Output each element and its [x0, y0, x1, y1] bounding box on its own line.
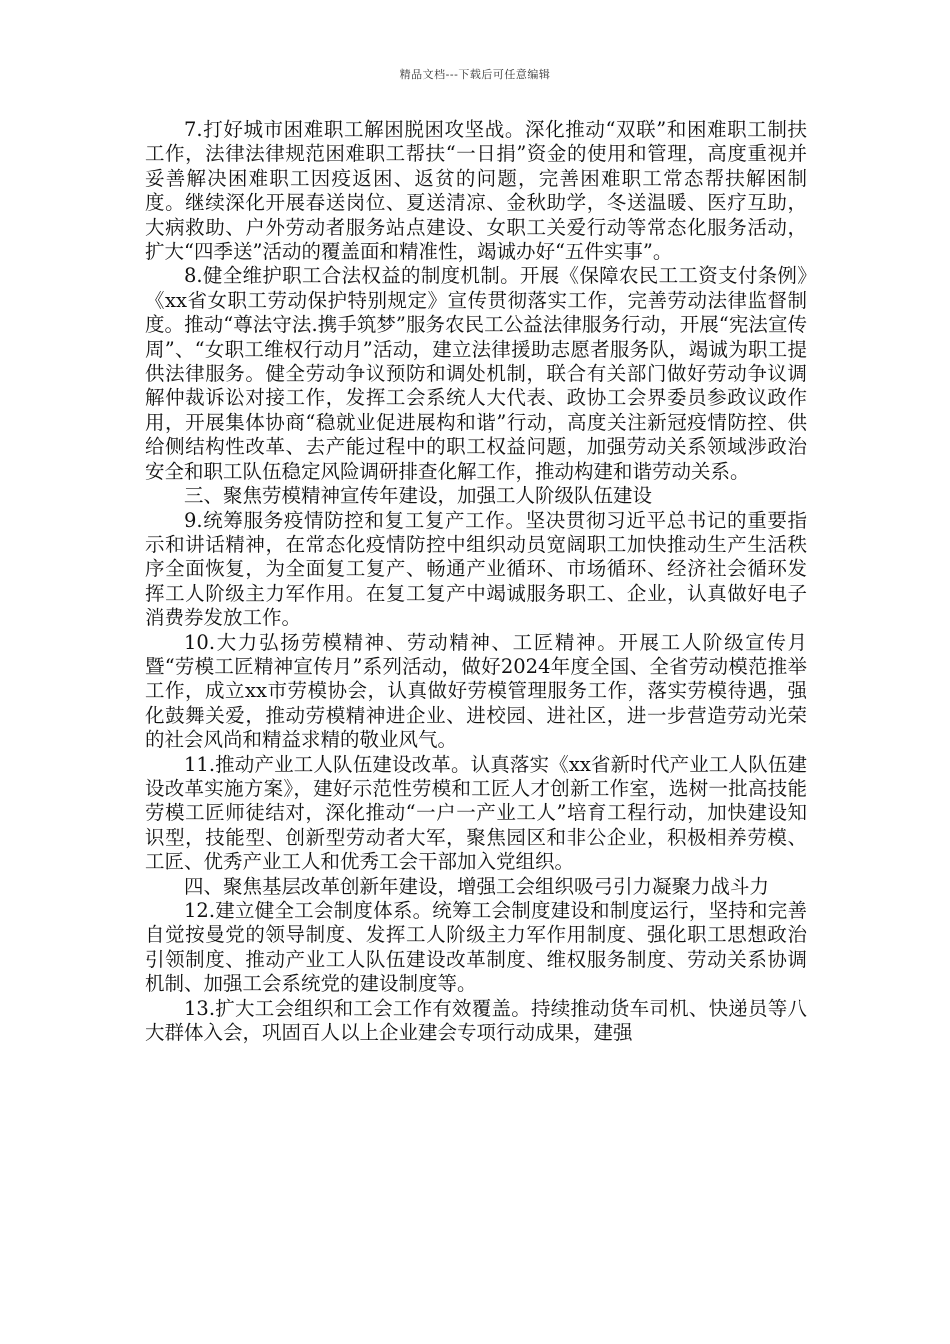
document-body	[145, 118, 807, 1045]
page-header: 精品文档---下载后可任意编辑	[399, 68, 551, 81]
paragraph-item-7: 7.打好城市困难职工解困脱困攻坚战。深化推动“双联”和困难职工制扶工作，法律法律规范困难职工帮扶“一日捐”资金的使用和管理，高度重视并妥善解决困难职工因疫返困、返贫的问题，完善困难职工常态帮扶解困制度。继续深化开展春送岗位、夏送清凉、金秋助学，冬送温暖、医疗互助，大病救助、户外劳动者服务站点建设、女职工关爱行动等常态化服务活动，扩大“四季送”活动的覆盖面和精准性，竭诚办好“五件实事”。	[145, 118, 807, 264]
paragraph-item-11: 11.推动产业工人队伍建设改革。认真落实《xx省新时代产业工人队伍建设改革实施方案》，建好示范性劳模和工匠人才创新工作室，选树一批高技能劳模工匠师徒结对，深化推动“一户一产业工人”培育工程行动，加快建设知识型，技能型、创新型劳动者大军，聚焦园区和非公企业，积极相养劳模、工匠、优秀产业工人和优秀工会干部加入党组织。	[145, 752, 807, 874]
paragraph-item-12: 12.建立健全工会制度体系。统筹工会制度建设和制度运行，坚持和完善自觉按曼党的领导制度、发挥工人阶级主力军作用制度、强化职工思想政治引领制度、推动产业工人队伍建设改革制度、维权服务制度、劳动关系协调机制、加强工会系统党的建设制度等。	[145, 899, 807, 996]
section-heading-4: 四、聚焦基层改革创新年建设，增强工会组织吸弓引力凝聚力战斗力	[184, 874, 770, 898]
paragraph-item-13: 13.扩大工会组织和工会工作有效覆盖。持续推动货车司机、快递员等八大群体入会，巩固百人以上企业建会专项行动成果，建强	[145, 996, 807, 1045]
section-heading-3: 三、聚焦劳模精神宣传年建设，加强工人阶级队伍建设	[184, 484, 653, 508]
paragraph-item-9: 9.统筹服务疫情防控和复工复产工作。坚决贯彻习近平总书记的重要指示和讲话精神，在常态化疫情防控中组织动员宽阔职工加快推动生产生活秩序全面恢复，为全面复工复产、畅通产业循环、市场循环、经济社会循环发挥工人阶级主力军作用。在复工复产中竭诚服务职工、企业，认真做好电子消费券发放工作。	[145, 508, 807, 630]
paragraph-item-8: 8.健全维护职工合法权益的制度机制。开展《保障农民工工资支付条例》《xx省女职工劳动保护特别规定》宣传贯彻落实工作，完善劳动法律监督制度。推动“尊法守法.携手筑梦”服务农民工公益法律服务行动，开展“宪法宣传周”、“女职工维权行动月”活动，建立法律援助志愿者服务队，竭诚为职工提供法律服务。健全劳动争议预防和调处机制，联合有关部门做好劳动争议调解仲裁诉讼对接工作，发挥工会系统人大代表、政协工会界委员参政议政作用，开展集体协商“稳就业促进展构和谐”行动，高度关注新冠疫情防控、供给侧结构性改革、去产能过程中的职工权益问题，加强劳动关系领域涉政治安全和职工队伍稳定风险调研排查化解工作，推动构建和谐劳动关系。	[145, 264, 807, 483]
paragraph-item-10: 10.大力弘扬劳模精神、劳动精神、工匠精神。开展工人阶级宣传月暨“劳模工匠精神宣传月”系列活动，做好2024年度全国、全省劳动模范推举工作，成立xx市劳模协会，认真做好劳模管理服务工作，落实劳模待遇，强化鼓舞关爱，推动劳模精神进企业、进校园、进社区，进一步营造劳动光荣的社会风尚和精益求精的敬业风气。	[145, 630, 807, 752]
